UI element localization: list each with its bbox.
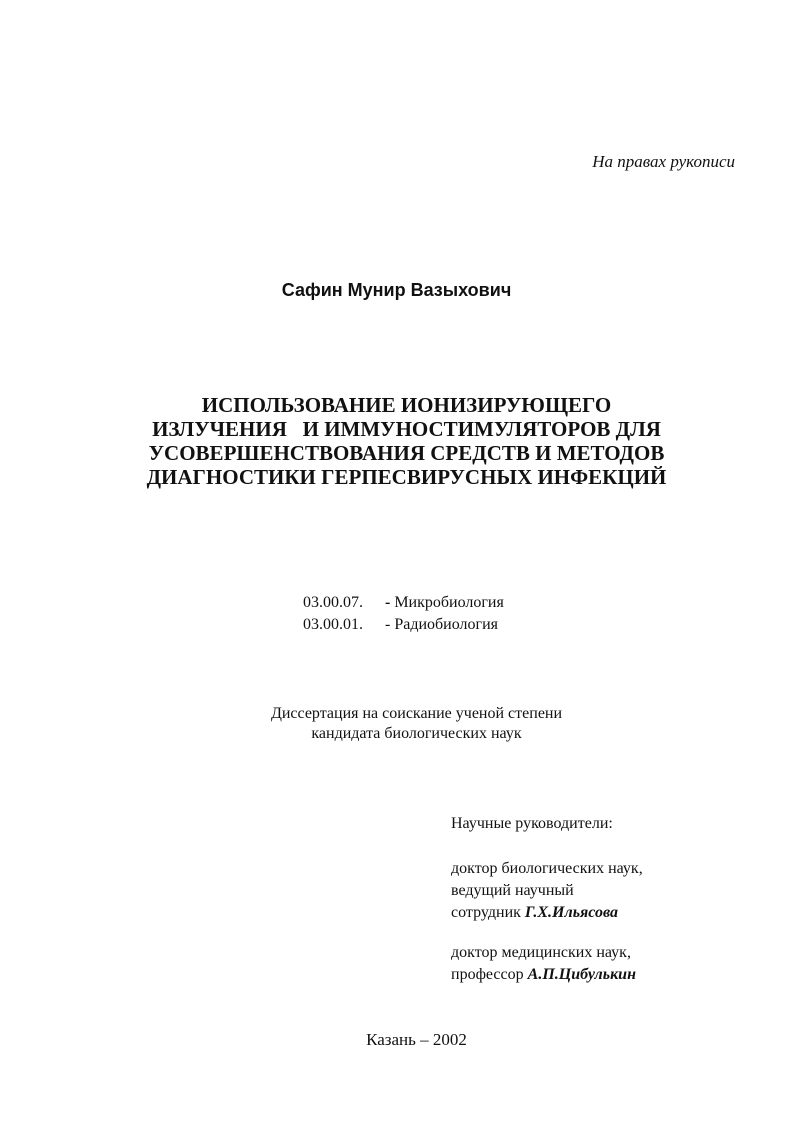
supervisors-heading: Научные руководители:: [451, 815, 613, 832]
degree-line: Диссертация на соискание ученой степени: [270, 705, 563, 722]
specialty-row: [303, 614, 504, 636]
supervisor-role-line: [451, 964, 643, 986]
manuscript-note: На правах рукописи: [592, 152, 735, 171]
supervisor-role-line: [451, 902, 643, 924]
supervisor-name: А.П.Цибулькин: [527, 966, 636, 983]
supervisor-role: профессор: [451, 966, 524, 983]
specialties-list: [303, 592, 504, 636]
title-line: ДИАГНОСТИКИ ГЕРПЕСВИРУСНЫХ ИНФЕКЦИЙ: [146, 465, 667, 489]
specialty-name: Радиобиология: [394, 616, 498, 633]
specialty-code: 03.00.01.: [303, 616, 363, 633]
title-line: ИЗЛУЧЕНИЯ И ИММУНОСТИМУЛЯТОРОВ ДЛЯ: [152, 417, 661, 441]
supervisor-degree: доктор биологических наук,: [451, 860, 643, 877]
city-year: Казань – 2002: [366, 1030, 467, 1049]
supervisor-name: Г.Х.Ильясова: [524, 904, 618, 921]
dissertation-title: [0, 393, 793, 489]
author-name: Сафин Мунир Вазыхович: [281, 280, 512, 300]
supervisor-role: сотрудник: [451, 904, 521, 921]
supervisors-section: [451, 813, 643, 1004]
specialty-code: 03.00.07.: [303, 594, 363, 611]
degree-line: кандидата биологических наук: [311, 725, 522, 742]
supervisor-degree: доктор медицинских наук,: [451, 944, 631, 961]
specialty-dash: -: [385, 594, 391, 611]
supervisor-position: ведущий научный: [451, 882, 574, 899]
title-line: УСОВЕРШЕНСТВОВАНИЯ СРЕДСТВ И МЕТОДОВ: [148, 441, 665, 465]
degree-statement: [0, 704, 793, 744]
specialty-row: [303, 592, 504, 614]
specialty-name: Микробиология: [394, 594, 504, 611]
supervisor-first: [451, 858, 643, 924]
title-line: ИСПОЛЬЗОВАНИЕ ИОНИЗИРУЮЩЕГО: [201, 393, 612, 417]
specialty-dash: -: [385, 616, 391, 633]
supervisor-second: [451, 942, 643, 986]
